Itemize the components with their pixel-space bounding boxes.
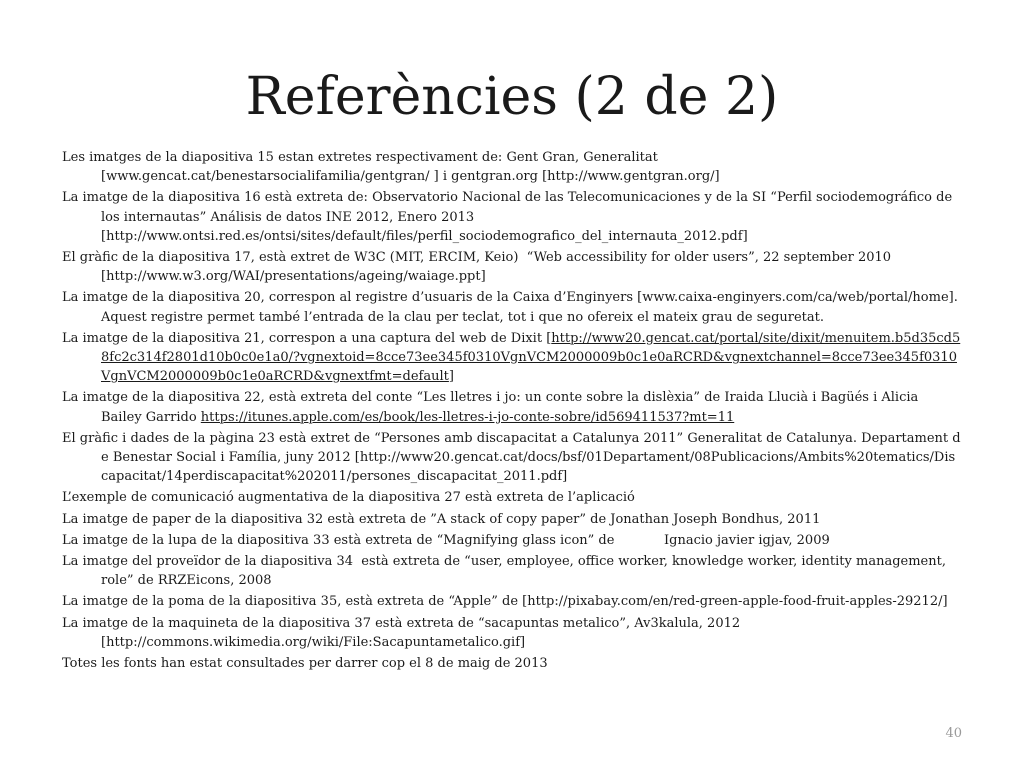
reference-item [62,388,962,426]
reference-item: L’exemple de comunicació augmentativa de la diapositiva 27 està extreta de l’aplicació [62,490,635,506]
reference-item: Totes les fonts han estat consultades per darrer cop el 8 de maig de 2013 [62,656,548,672]
reference-item: La imatge de la maquineta de la diapositiva 37 està extreta de “sacapuntas metalico”, Av3kalula, 2012 [http://commons.wikimedia.org/wiki/File:Sacapuntametalico.gif] [62,615,745,650]
reference-item: La imatge de la diapositiva 20, correspon al registre d’usuaris de la Caixa d’Enginyers [www.caixa-enginyers.com/ca/web/portal/home]. Aquest registre permet també l’entrada de la clau per teclat, tot i que no ofereix el mateix grau de seguretat. [62,290,962,325]
slide-title: Referències (2 de 2) [245,67,779,127]
reference-item: La imatge de paper de la diapositiva 32 està extreta de ”A stack of copy paper” de Jonathan Joseph Bondhus, 2011 [62,511,821,527]
reference-item: El gràfic de la diapositiva 17, està extret de W3C (MIT, ERCIM, Keio) “Web accessibility for older users”, 22 september 2010 [http://www.w3.org/WAI/presentations/ageing/waiage.ppt] [62,250,896,285]
reference-item [62,329,962,387]
reference-item: La imatge del proveïdor de la diapositiva 34 està extreta de “user, employee, office worker, knowledge worker, identity management, role” de RRZEicons, 2008 [62,554,951,589]
reference-list [62,148,962,675]
reference-item: La imatge de la lupa de la diapositiva 33 està extreta de “Magnifying glass icon” de Ignacio javier igjav, 2009 [62,532,830,548]
itunes-book-link[interactable]: https://itunes.apple.com/es/book/les-lletres-i-jo-conte-sobre/id569411537?mt=11 [200,409,735,425]
reference-text: La imatge de la diapositiva 21, correspon a una captura del web de Dixit [ [62,330,552,346]
page-number: 40 [945,726,962,741]
reference-text: ] [448,369,454,385]
reference-item: La imatge de la diapositiva 16 està extreta de: Observatorio Nacional de las Telecomunicaciones y de la SI “Perfil sociodemográfico de los internautas” Análisis de datos INE 2012, Enero 2013 [http://www.ontsi.red.es/ontsi/sites/default/files/perfil_sociodemografico_del_internauta_2012.pdf] [62,190,957,244]
reference-text: La imatge de la diapositiva 22, està extreta del conte “Les lletres i jo: un conte sobre la dislèxia” de Iraida Llucià i Bagüés i Alicia Bailey Garrido [62,390,923,425]
reference-item: La imatge de la poma de la diapositiva 35, està extreta de “Apple” de [http://pixabay.com/en/red-green-apple-food-fruit-apples-29212/] [62,594,948,610]
reference-item: Les imatges de la diapositiva 15 estan extretes respectivament de: Gent Gran, Generalitat [www.gencat.cat/benestarsocialifamilia/gentgran/ ] i gentgran.org [http://www.gentgran.org/] [62,150,720,185]
reference-item: El gràfic i dades de la pàgina 23 està extret de “Persones amb discapacitat a Catalunya 2011” Generalitat de Catalunya. Departament de Benestar Social i Família, juny 2012 [http://www20.gencat.cat/docs/bsf/01Departament/08Publicacions/Ambits%20tematics/Discapacitat/14perdiscapacitat%202011/persones_discapacitat_2011.pdf] [62,430,961,485]
dixit-link[interactable]: http://www20.gencat.cat/portal/site/dixit/menuitem.b5d35cd58fc2c314f2801d10b0c0e1a0/?vgnextoid=8cce73ee345f0310VgnVCM2000009b0c1e0aRCRD&vgnextchannel=8cce73ee345f0310VgnVCM2000009b0c1e0aRCRD&vgnextfmt=default [101,330,961,385]
